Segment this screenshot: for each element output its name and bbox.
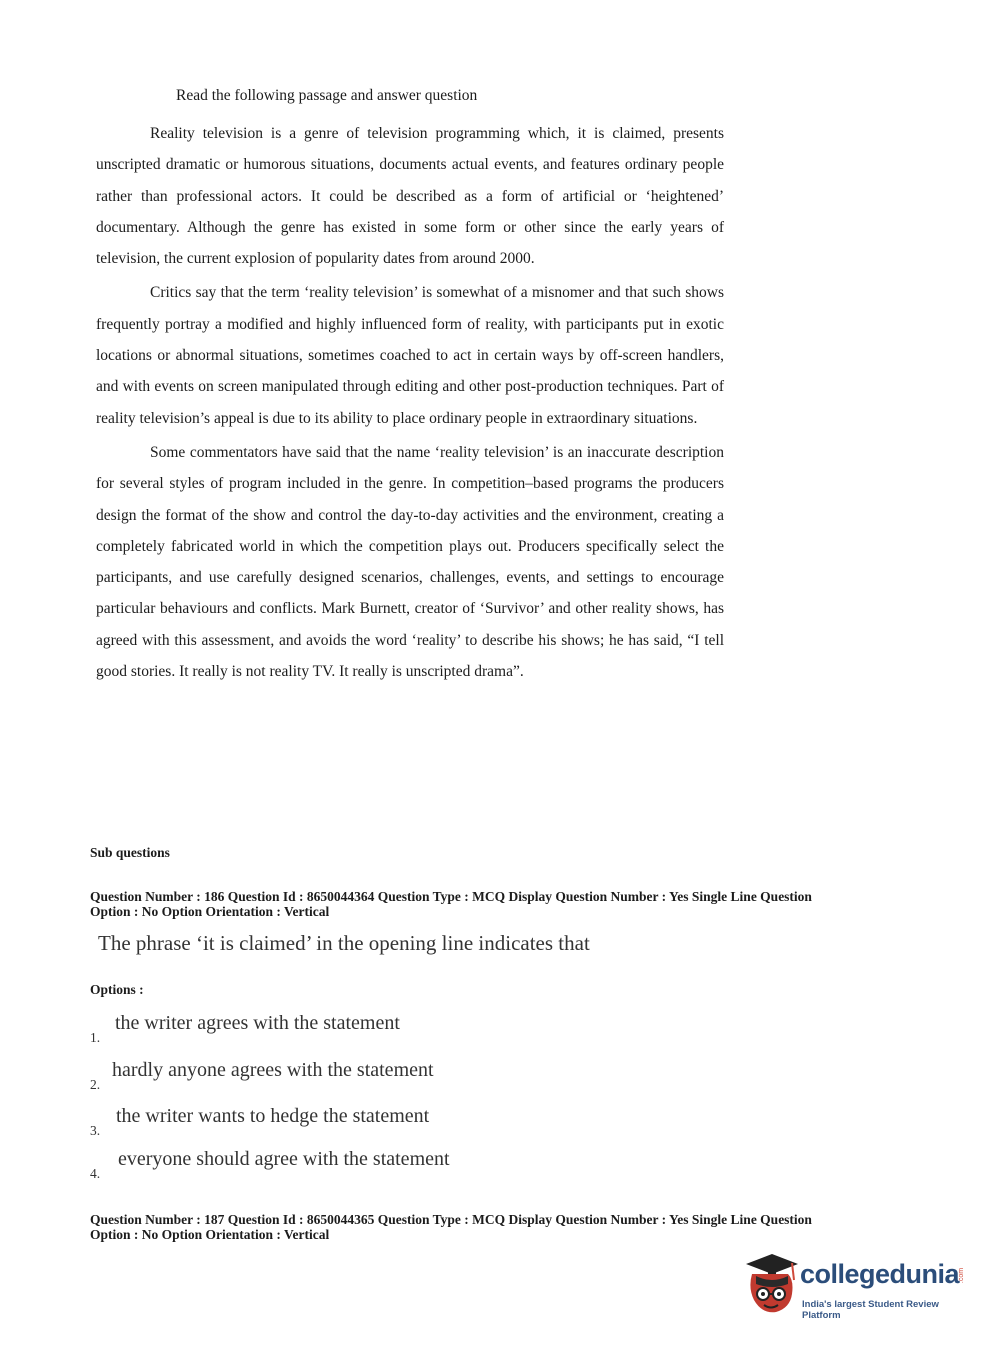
option-number: 3. xyxy=(90,1123,101,1138)
question-186-text: The phrase ‘it is claimed’ in the opening line indicates that xyxy=(98,931,590,955)
question-187-meta xyxy=(90,1213,890,1242)
option-4[interactable] xyxy=(90,1148,590,1188)
question-187-meta-line2: Option : No Option Orientation : Vertical xyxy=(90,1226,330,1242)
option-text: everyone should agree with the statement xyxy=(118,1148,450,1170)
question-186-meta-line2: Option : No Option Orientation : Vertical xyxy=(90,903,330,919)
options-label: Options : xyxy=(90,982,144,997)
brand-tagline: India's largest Student Review Platform xyxy=(802,1299,939,1321)
reading-passage xyxy=(96,84,724,690)
passage-paragraph-3: Some commentators have said that the name ‘reality television’ is an inaccurate description for several styles of program included in the genre. In competition–based programs the producers design the format of the show and control the day-to-day activities and the environment, creating a completely fabricated world in which the competition plays out. Producers specifically select the participants, and use carefully designed scenarios, challenges, events, and settings to encourage particular behaviours and conflicts. Mark Burnett, creator of ‘Survivor’ and other reality shows, has agreed with this assessment, and avoids the word ‘reality’ to describe his shows; he has said, “I tell good stories. It really is not reality TV. It really is unscripted drama”. xyxy=(96,443,724,681)
option-number: 4. xyxy=(90,1166,101,1181)
question-186-meta xyxy=(90,890,890,919)
brand-suffix: .com xyxy=(958,1267,966,1284)
question-187-meta-line1: Question Number : 187 Question Id : 8650044365 Question Type : MCQ Display Question Number : Yes Single Line Question xyxy=(90,1212,812,1227)
option-1[interactable] xyxy=(90,1012,590,1052)
option-text: the writer agrees with the statement xyxy=(115,1012,400,1034)
option-number: 1. xyxy=(90,1030,101,1045)
passage-paragraph-2: Critics say that the term ‘reality television’ is somewhat of a misnomer and that such shows frequently portray a modified and highly influenced form of reality, with participants put in exotic locations or abnormal situations, sometimes coached to act in certain ways by off-screen handlers, and with events on screen manipulated through editing and other post-production techniques. Part of reality television’s appeal is due to its ability to place ordinary people in extraordinary situations. xyxy=(96,284,724,427)
sub-questions-heading: Sub questions xyxy=(90,845,170,860)
passage-paragraph-1: Reality television is a genre of television programming which, it is claimed, presents unscripted dramatic or humorous situations, documents actual events, and features ordinary people rather than professional actors. It could be described as a form of artificial or ‘heightened’ documentary. Although the genre has existed in some form or other since the early years of television, the current explosion of popularity dates from around 2000. xyxy=(96,125,724,268)
brand-name: collegedunia xyxy=(800,1259,960,1289)
option-text: hardly anyone agrees with the statement xyxy=(112,1059,434,1081)
option-text: the writer wants to hedge the statement xyxy=(116,1105,430,1127)
option-number: 2. xyxy=(90,1077,101,1092)
mascot-graduate-icon xyxy=(742,1250,800,1320)
option-3[interactable] xyxy=(90,1105,590,1145)
option-2[interactable] xyxy=(90,1059,590,1099)
question-186-meta-line1: Question Number : 186 Question Id : 8650044364 Question Type : MCQ Display Question Number : Yes Single Line Question xyxy=(90,889,812,904)
collegedunia-logo xyxy=(742,1250,972,1322)
passage-instruction: Read the following passage and answer question xyxy=(176,87,478,104)
